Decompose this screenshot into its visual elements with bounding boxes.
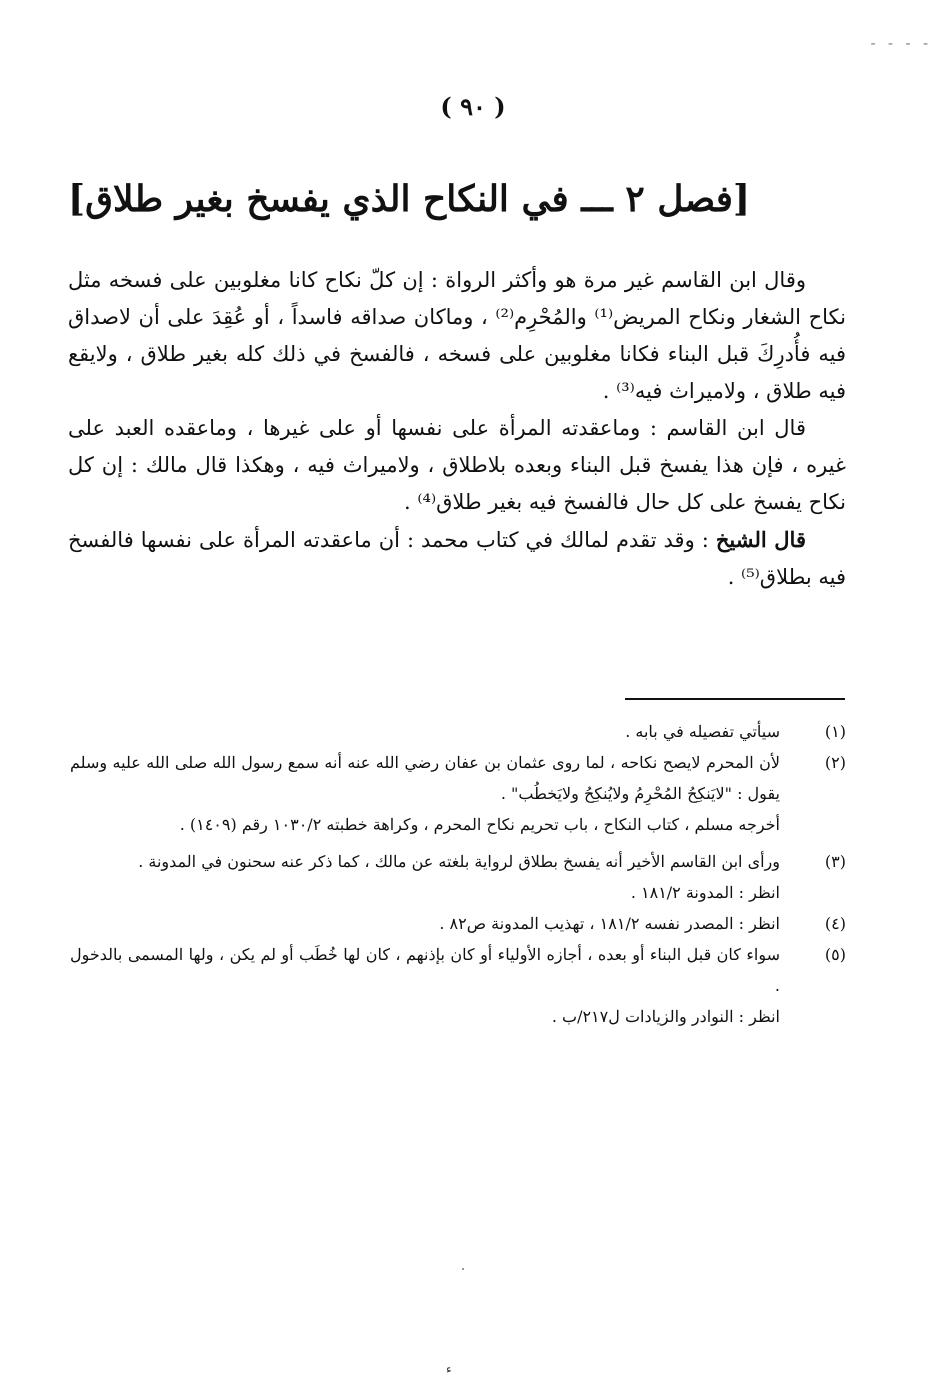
corner-mark: - - - - — [870, 36, 932, 52]
footnote-body — [70, 716, 780, 747]
footnote-line: سيأتي تفصيله في بابه . — [625, 722, 780, 741]
paragraph-rest: : وقد تقدم لمالك في كتاب محمد : أن ماعقدته المرأة على نفسها فالفسخ فيه بطلاق⁽⁵⁾ . — [68, 528, 846, 589]
footnote-number: (٥) — [824, 945, 846, 964]
footnotes — [70, 716, 846, 1032]
footnote-2 — [70, 747, 846, 840]
footnote-body — [70, 747, 780, 840]
footnote-number: (٣) — [824, 852, 846, 871]
paragraph: قال ابن القاسم : وماعقدته المرأة على نفسها أو على غيرها ، وماعقده العبد على غيره ، فإن هذا يفسخ قبل البناء وبعده بلاطلاق ، ولاميراث فيه ، وهكذا قال مالك : إن كل نكاح يفسخ على كل حال فالفسخ فيه بغير طلاق⁽⁴⁾ . — [68, 416, 846, 514]
footnote-body — [70, 939, 780, 1032]
scan-speck — [462, 1268, 464, 1270]
footnote-separator — [625, 698, 845, 700]
main-text — [68, 262, 846, 596]
footnote-5 — [70, 939, 846, 1032]
paragraph-lead: قال الشيخ — [715, 527, 806, 552]
footnote-line: انظر : المصدر نفسه ١٨١/٢ ، تهذيب المدونة ص٨٢ . — [439, 914, 780, 933]
bottom-mark: ء — [446, 1362, 452, 1376]
footnote-number: (٢) — [824, 753, 846, 772]
footnote-line: انظر : النوادر والزيادات ل٢١٧/ب . — [551, 1007, 780, 1026]
footnote-line: سواء كان قبل البناء أو بعده ، أجازه الأولياء أو كان بإذنهم ، كان لها خُطَب أو لم يكن ، ولها المسمى بالدخول . — [70, 945, 781, 995]
footnote-line: أخرجه مسلم ، كتاب النكاح ، باب تحريم نكاح المحرم ، وكراهة خطبته ١٠٣٠/٢ رقم (١٤٠٩) . — [179, 815, 780, 834]
footnote-line: لأن المحرم لايصح نكاحه ، لما روى عثمان بن عفان رضي الله عنه أنه سمع رسول الله صلى الله عليه وسلم يقول : "لايَنكِحُ المُحْرِمُ ولايُنكِحُ ولايَخطُب" . — [70, 753, 780, 803]
footnote-body — [70, 908, 780, 939]
paragraph — [68, 521, 846, 596]
footnote-line: انظر : المدونة ١٨١/٢ . — [630, 883, 780, 902]
footnote-4 — [70, 908, 846, 939]
footnote-1 — [70, 716, 846, 747]
footnote-body — [70, 846, 780, 908]
chapter-heading: [فصل ٢ ـــ في النكاح الذي يفسخ بغير طلاق] — [68, 178, 750, 220]
paragraph: وقال ابن القاسم غير مرة هو وأكثر الرواة : إن كلّ نكاح كانا مغلوبين على فسخه مثل نكاح الشغار ونكاح المريض⁽¹⁾ والمُحْرِم⁽²⁾ ، وماكان صداقه فاسداً ، أو عُقِدَ على أن لاصداق فيه فأُدرِكَ قبل البناء فكانا مغلوبين على فسخه ، فالفسخ في ذلك كله بغير طلاق ، ولايقع فيه طلاق ، ولاميراث فيه⁽³⁾ . — [68, 268, 846, 403]
footnote-number: (١) — [824, 722, 846, 741]
footnote-line: ورأى ابن القاسم الأخير أنه يفسخ بطلاق لرواية بلغته عن مالك ، كما ذكر عنه سحنون في المدونة . — [138, 852, 780, 871]
footnote-3 — [70, 846, 846, 908]
page-number: ( ٩٠ ) — [440, 92, 506, 121]
footnote-number: (٤) — [824, 914, 846, 933]
